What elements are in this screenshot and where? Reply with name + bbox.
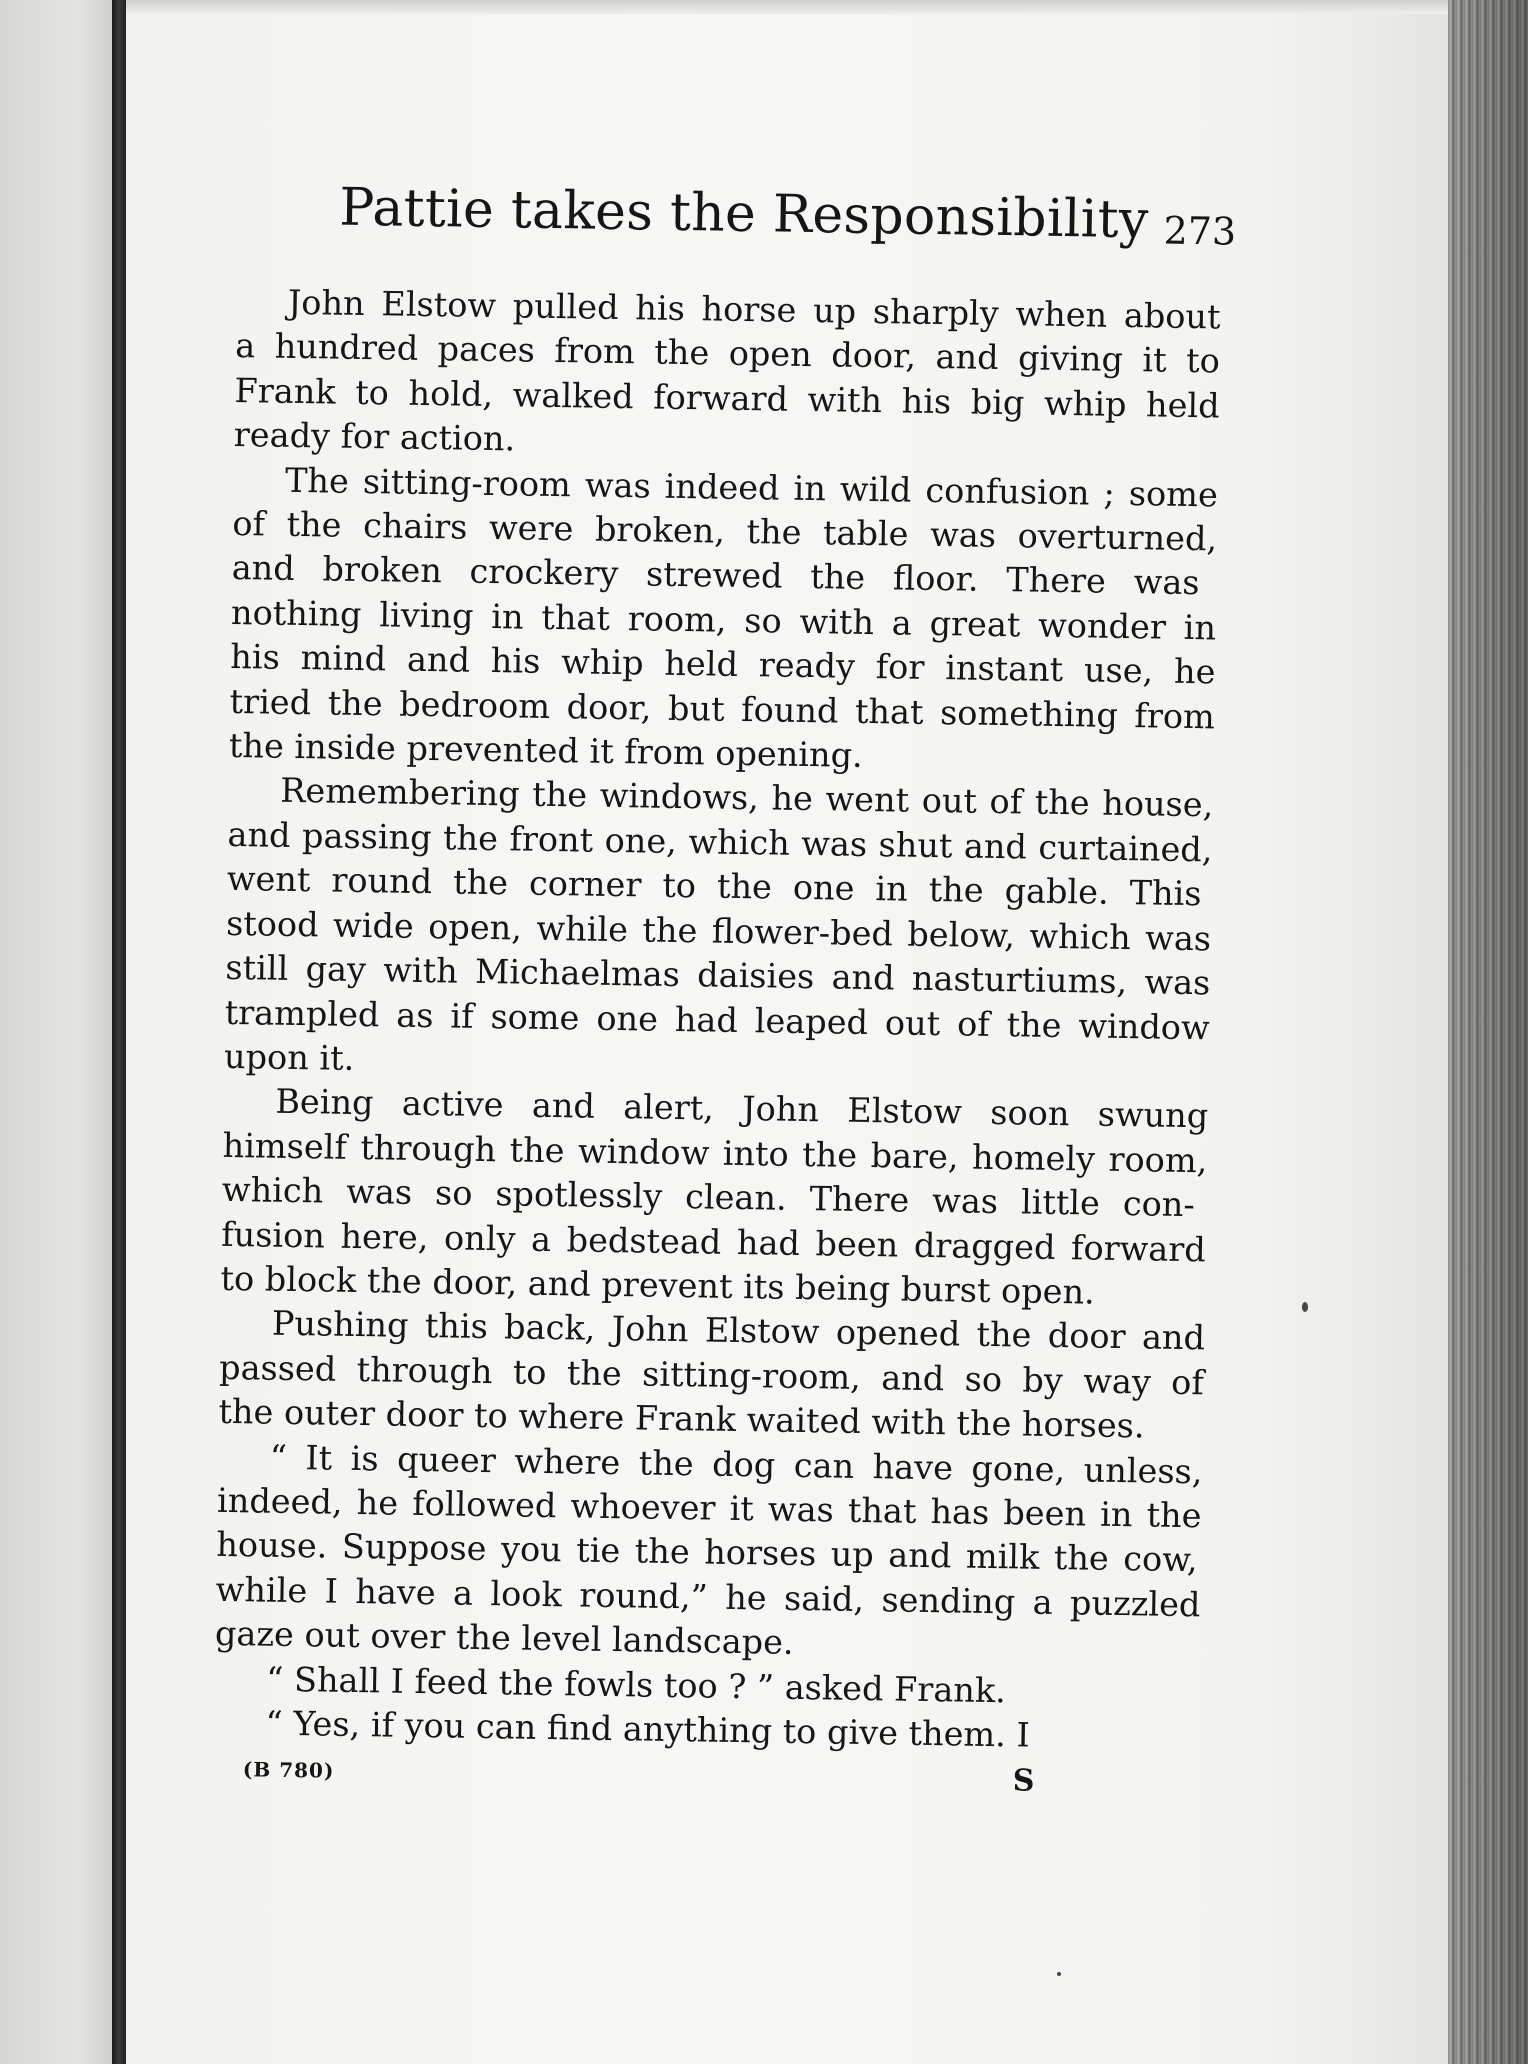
text-line: while I have a look round,” he said, sending a puzzled bbox=[215, 1569, 1201, 1625]
page-number: 273 bbox=[1163, 208, 1237, 254]
text-line: tried the bedroom door, but found that something from bbox=[229, 681, 1216, 737]
printer-signature: (B 780) bbox=[242, 1757, 335, 1784]
text-line: himself through the window into the bare, homely room, bbox=[222, 1125, 1208, 1181]
text-line: of the chairs were broken, the table was overturned, bbox=[232, 503, 1218, 559]
text-line: his mind and his whip held ready for instant use, he bbox=[230, 637, 1216, 692]
text-line: “ It is queer where the dog can have gone, unless, bbox=[269, 1437, 1203, 1491]
page-top-edge bbox=[126, 0, 1448, 14]
text-line: went round the corner to the one in the gable. This bbox=[226, 859, 1202, 914]
text-line: stood wide open, while the flower-bed below, which was bbox=[225, 903, 1212, 959]
text-line: Frank to hold, walked forward with his big whip held bbox=[234, 370, 1220, 426]
text-line: gaze out over the level landscape. bbox=[214, 1614, 794, 1663]
text-line: still gay with Michaelmas daisies and nasturtiums, was bbox=[225, 947, 1211, 1003]
text-line: which was so spotlessly clean. There was little con- bbox=[221, 1170, 1195, 1225]
text-line: “ Yes, if you can find anything to give them. I bbox=[265, 1703, 1031, 1755]
paper-speck bbox=[1057, 1972, 1061, 1976]
text-line: to block the door, and prevent its being burst open. bbox=[220, 1258, 1096, 1312]
text-line: John Elstow pulled his horse up sharply when about bbox=[287, 282, 1221, 337]
text-line: trampled as if some one had leaped out of the window bbox=[224, 992, 1211, 1047]
text-line: Remembering the windows, he went out of the house, bbox=[279, 771, 1214, 825]
page-stack-shadow bbox=[1448, 0, 1528, 2064]
text-line: house. Suppose you tie the horses up and milk the cow, bbox=[216, 1525, 1198, 1580]
left-page-edge bbox=[0, 0, 112, 2064]
text-line: upon it. bbox=[223, 1036, 355, 1078]
running-head: Pattie takes the Responsibility bbox=[338, 177, 1150, 251]
body-text bbox=[213, 280, 1221, 1761]
text-line: The sitting-room was indeed in wild confusion ; some bbox=[284, 460, 1219, 515]
text-line: passed through to the sitting-room, and so by way of bbox=[218, 1347, 1205, 1403]
text-line: fusion here, only a bedstead had been dragged forward bbox=[220, 1214, 1207, 1269]
text-line: ready for action. bbox=[233, 415, 516, 459]
page-header bbox=[237, 170, 1237, 275]
text-line: the inside prevented it from opening. bbox=[228, 725, 864, 775]
page-text-block bbox=[212, 170, 1237, 1823]
text-line: and broken crockery strewed the floor. There was bbox=[231, 548, 1200, 603]
signature-letter: S bbox=[1012, 1763, 1035, 1800]
text-line: “ Shall I feed the fowls too ? ” asked Frank. bbox=[265, 1659, 1007, 1710]
text-line: and passing the front one, which was shut and curtained, bbox=[227, 814, 1213, 870]
text-line: a hundred paces from the open door, and giving it to bbox=[234, 326, 1221, 381]
paper-speck bbox=[1302, 1302, 1308, 1312]
text-line: Being active and alert, John Elstow soon swung bbox=[275, 1082, 1209, 1136]
text-line: Pushing this back, John Elstow opened the door and bbox=[271, 1304, 1206, 1358]
book-gutter bbox=[112, 0, 126, 2064]
text-line: nothing living in that room, so with a great wonder in bbox=[230, 592, 1217, 648]
text-line: the outer door to where Frank waited with the horses. bbox=[218, 1392, 1145, 1446]
text-line: indeed, he followed whoever it was that has been in the bbox=[216, 1480, 1202, 1536]
